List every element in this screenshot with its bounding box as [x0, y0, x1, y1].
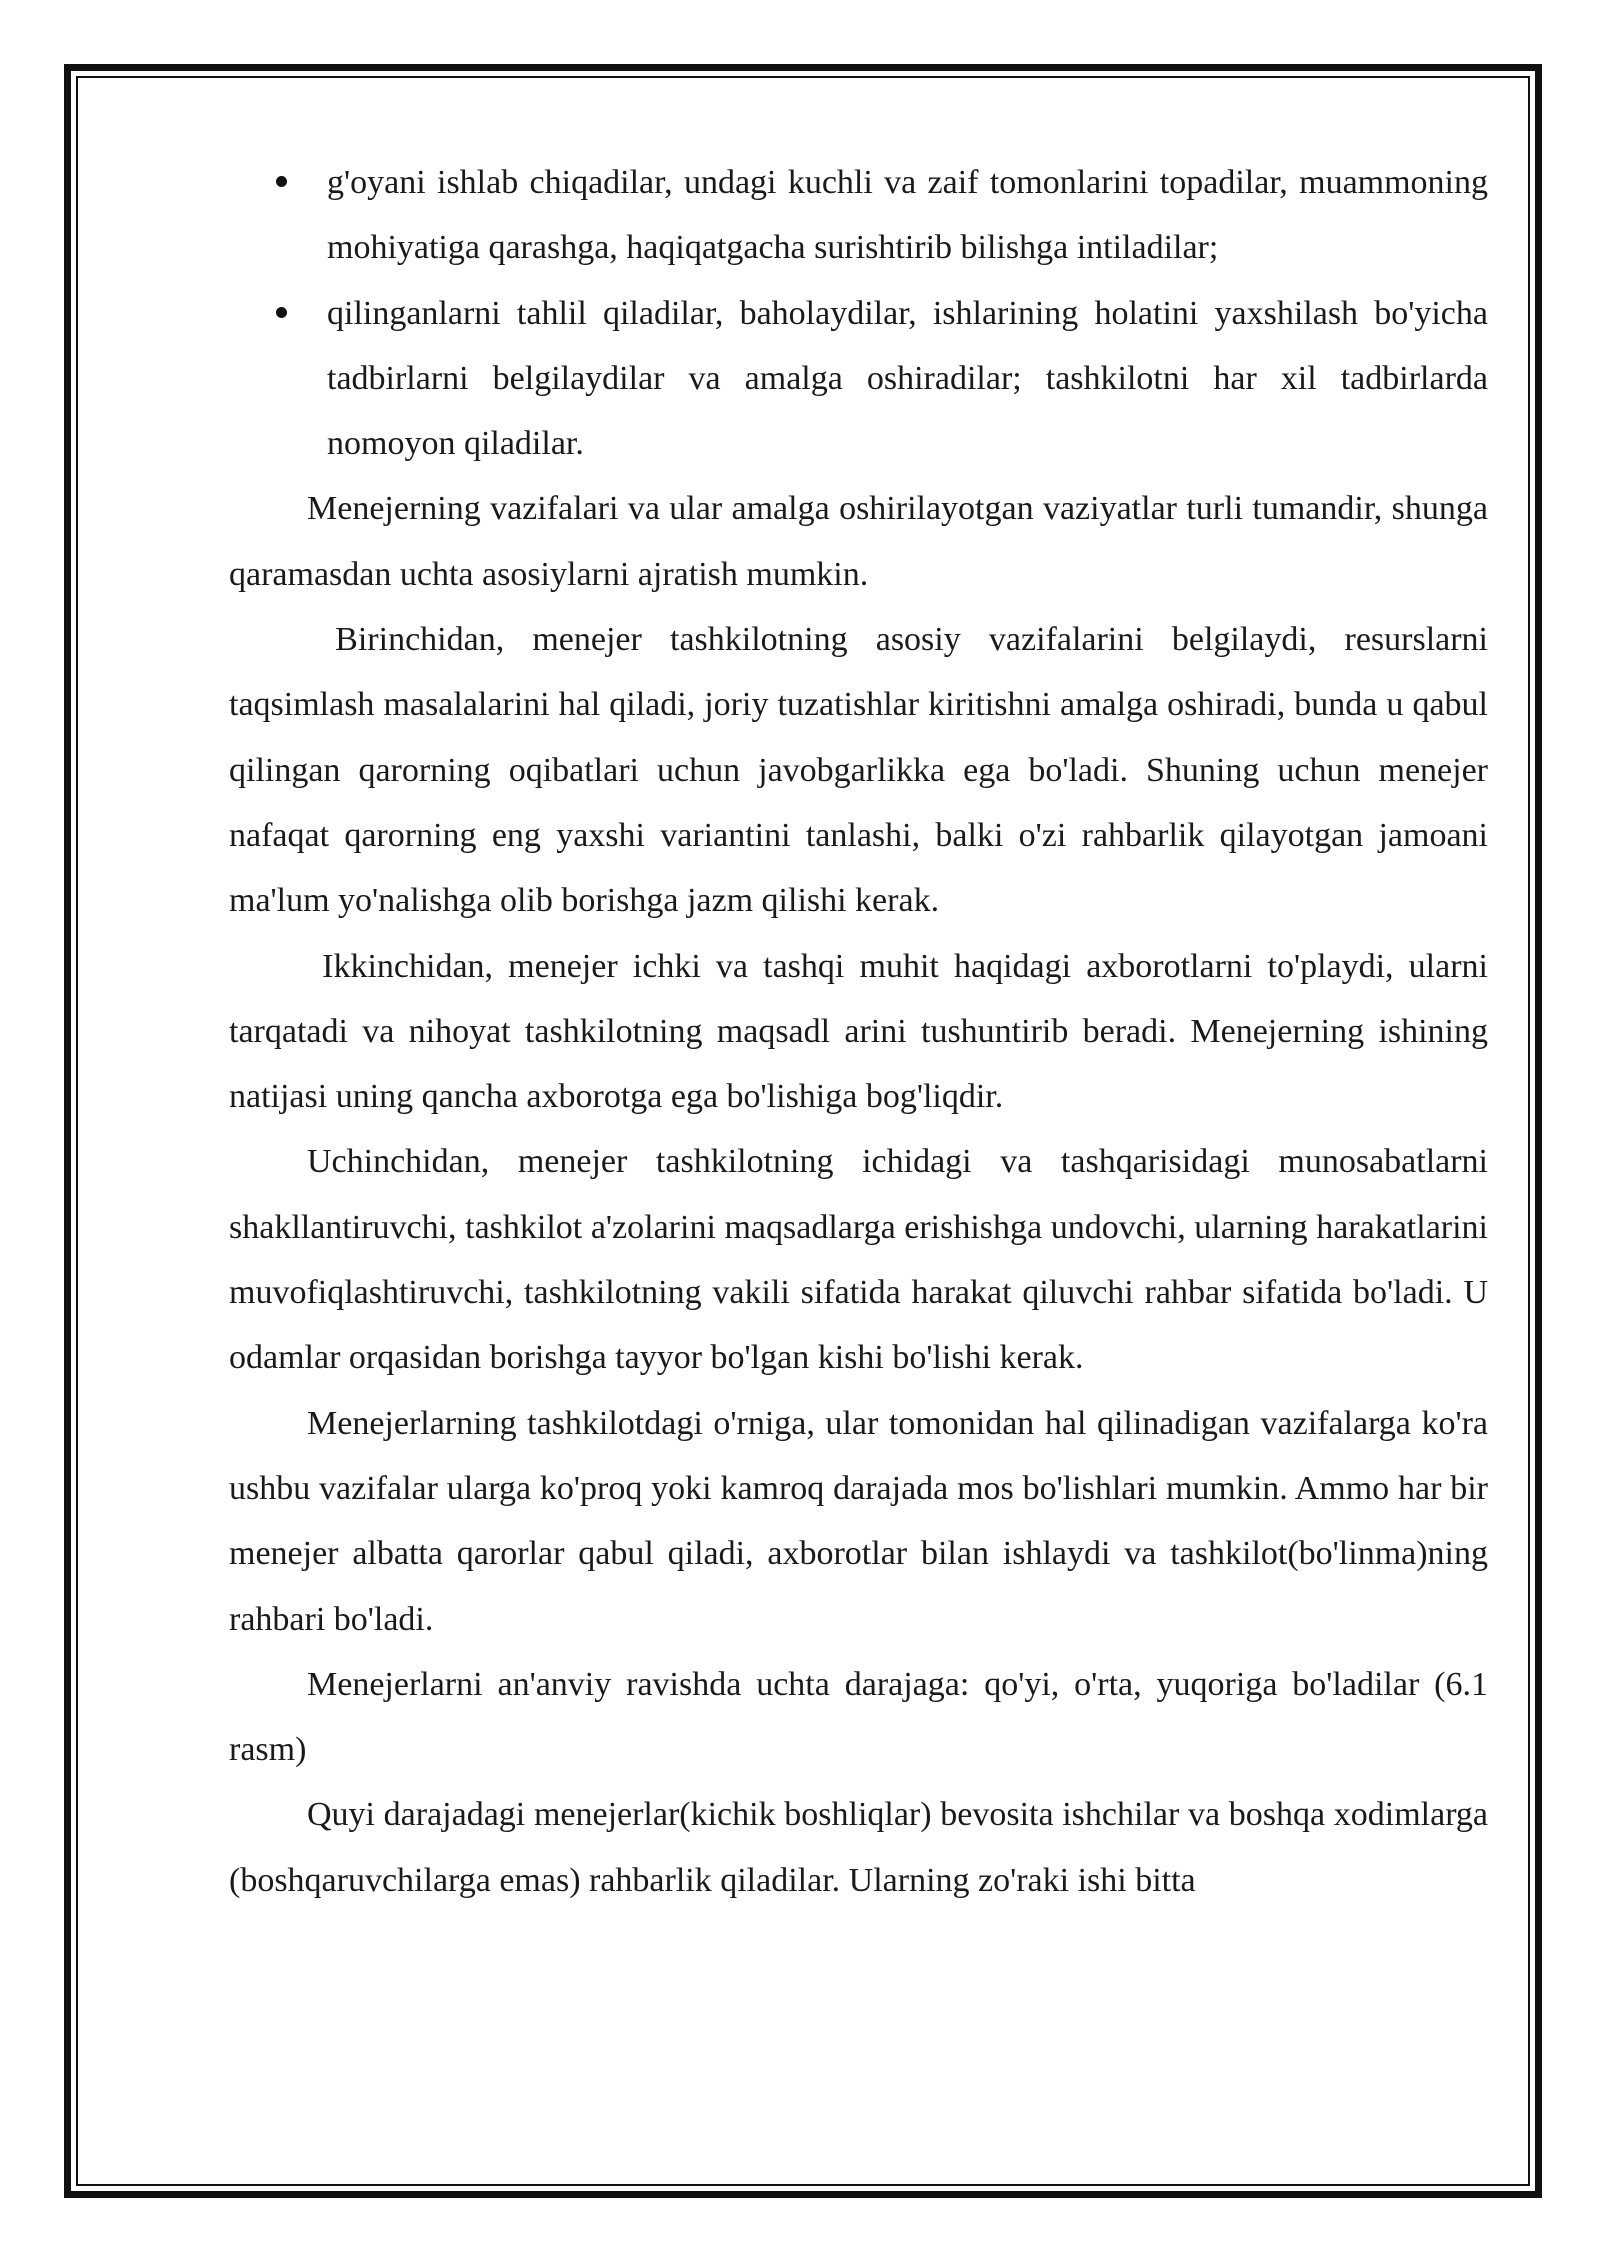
- paragraph: Menejerlarni an'anviy ravishda uchta darajaga: qo'yi, o'rta, yuqoriga bo'ladilar (6.1 rasm): [229, 1665, 1488, 1769]
- page-content: [229, 150, 1497, 1913]
- paragraph: Menejerning vazifalari va ular amalga oshirilayotgan vaziyatlar turli tumandir, shunga qaramasdan uchta asosiylarni ajratish mumkin.: [229, 490, 1488, 593]
- bullet-text: qilinganlarni tahlil qiladilar, baholaydilar, ishlarining holatini yaxshilash bo'yicha tadbirlarni belgilaydilar va amalga oshiradilar; tashkilotni har xil tadbirlarda nomoyon qiladilar.: [327, 294, 1488, 463]
- paragraph: Quyi darajadagi menejerlar(kichik boshliqlar) bevosita ishchilar va boshqa xodimlarga (boshqaruvchilarga emas) rahbarlik qiladilar. Ularning zo'raki ishi bitta: [229, 1796, 1488, 1899]
- bullet-item: [229, 281, 1488, 477]
- paragraph: Menejerlarning tashkilotdagi o'rniga, ular tomonidan hal qilinadigan vazifalarga ko'ra ushbu vazifalar ularga ko'proq yoki kamroq darajada mos bo'lishlari mumkin. Ammo har bir menejer albatta qarorlar qabul qiladi, axborotlar bilan ishlaydi va tashkilot(bo'linma)ning rahbari bo'ladi.: [229, 1404, 1488, 1638]
- bullet-item: [229, 150, 1488, 281]
- paragraph: Uchinchidan, menejer tashkilotning ichidagi va tashqarisidagi munosabatlarni shakllantiruvchi, tashkilot a'zolarini maqsadlarga erishishga undovchi, ularning harakatlarini muvofiqlashtiruvchi, tashkilotning vakili sifatida harakat qiluvchi rahbar sifatida bo'ladi. U odamlar orqasidan borishga tayyor bo'lgan kishi bo'lishi kerak.: [229, 1143, 1488, 1377]
- bullet-dot-icon: [276, 307, 287, 318]
- bullet-list: [229, 150, 1488, 476]
- paragraph: Birinchidan, menejer tashkilotning asosiy vazifalarini belgilaydi, resurslarni taqsimlash masalalarini hal qiladi, joriy tuzatishlar kiritishni amalga oshiradi, bunda u qabul qilingan qarorning oqibatlari uchun javobgarlikka ega bo'ladi. Shuning uchun menejer nafaqat qarorning eng yaxshi variantini tanlashi, balki o'zi rahbarlik qilayotgan jamoani ma'lum yo'nalishga olib borishga jazm qilishi kerak.: [229, 621, 1497, 920]
- paragraph: Ikkinchidan, menejer ichki va tashqi muhit haqidagi axborotlarni to'playdi, ularni tarqatadi va nihoyat tashkilotning maqsadl arini tushuntirib beradi. Menejerning ishining natijasi uning qancha axborotga ega bo'lishiga bog'liqdir.: [229, 947, 1497, 1116]
- bullet-text: g'oyani ishlab chiqadilar, undagi kuchli va zaif tomonlarini topadilar, muammoning mohiyatiga qarashga, haqiqatgacha surishtirib bilishga intiladilar;: [327, 164, 1488, 267]
- bullet-dot-icon: [276, 176, 287, 187]
